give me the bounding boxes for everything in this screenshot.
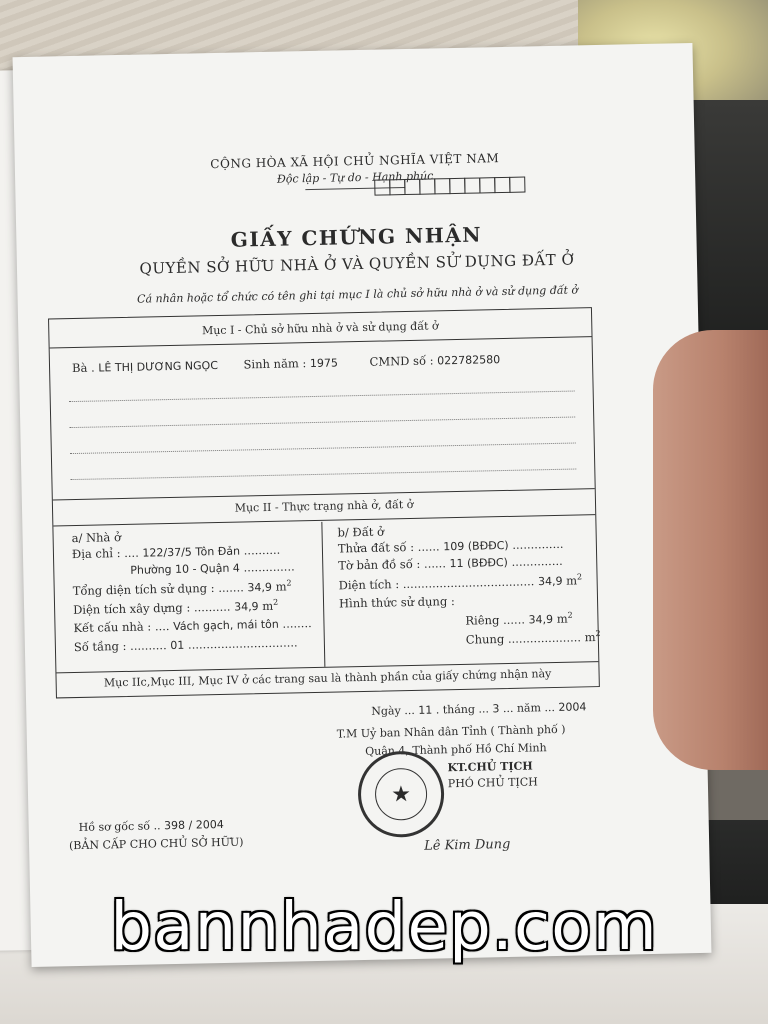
bottom-note: Mục IIc,Mục III, Mục IV ở các trang sau là thành phần của giấy chứng nhận này bbox=[103, 667, 552, 690]
land-heading: b/ Đất ở bbox=[337, 524, 385, 540]
authority-line-2: Quận 4, Thành phố Hồ Chí Minh bbox=[365, 741, 547, 758]
certificate-intro: Cá nhân hoặc tổ chức có tên ghi tại mục I là chủ sở hữu nhà ở và sử dụng đất ở bbox=[136, 283, 579, 306]
section-2-heading: Mục II - Thực trạng nhà ở, đất ở bbox=[234, 497, 414, 515]
authority-line-1: T.M Uỷ ban Nhân dân Tỉnh ( Thành phố ) bbox=[336, 722, 566, 741]
star-emblem-icon: ★ bbox=[375, 768, 428, 821]
nation-header: CỘNG HÒA XÃ HỘI CHỦ NGHĨA VIỆT NAM bbox=[210, 151, 500, 172]
authority-line-4: PHÓ CHỦ TỊCH bbox=[447, 775, 538, 791]
issue-date: Ngày ... 11 . tháng ... 3 ... năm ... 2004 bbox=[371, 700, 587, 718]
total-area-line: Tổng diện tích sử dụng : ....... 34,9 $m^2$ bbox=[72, 578, 292, 598]
section-1-heading: Mục I - Chủ sở hữu nhà ở và sử dụng đất ở bbox=[201, 319, 439, 338]
copy-note: (BẢN CẤP CHO CHỦ SỞ HỮU) bbox=[68, 835, 244, 853]
certificate-title: GIẤY CHỨNG NHẬN bbox=[230, 222, 483, 252]
map-sheet-line: Tờ bản đồ số : ...... 11 (BĐĐC) .............. bbox=[338, 553, 563, 573]
land-area-line: Diện tích : .................................... 34,9 $m^2$ bbox=[338, 572, 583, 593]
private-area-line: Riêng ...... 34,9 $m^2$ bbox=[465, 610, 573, 628]
usage-line: Hình thức sử dụng : bbox=[338, 594, 455, 611]
motto: Độc lập - Tự do - Hạnh phúc bbox=[276, 169, 434, 186]
authority-line-3: KT.CHỦ TỊCH bbox=[447, 759, 533, 775]
floors-line: Số tầng : .......... 01 .............................. bbox=[73, 635, 298, 655]
id-number: 022782580 bbox=[437, 353, 501, 368]
owner-name: LÊ THỊ DƯƠNG NGỌC bbox=[98, 358, 219, 375]
structure-line: Kết cấu nhà : .... Vách gạch, mái tôn ........ bbox=[73, 616, 312, 636]
signature: Lê Kim Dung bbox=[424, 836, 511, 854]
serial-number-boxes bbox=[375, 177, 525, 196]
official-seal bbox=[357, 750, 445, 838]
file-number: Hồ sơ gốc số .. 398 / 2004 bbox=[78, 817, 224, 835]
birth-year: 1975 bbox=[309, 356, 339, 371]
address-line-2: Phường 10 - Quận 4 .............. bbox=[130, 559, 295, 577]
watermark: bannhadep.com bbox=[110, 888, 658, 965]
owner-line: Bà . LÊ THỊ DƯƠNG NGỌC Sinh năm : 1975 CMND số : 022782580 bbox=[71, 353, 501, 376]
house-heading: a/ Nhà ở bbox=[71, 530, 122, 546]
plot-line: Thửa đất số : ...... 109 (BĐĐC) .............. bbox=[337, 536, 564, 556]
built-area-line: Diện tích xây dựng : .......... 34,9 $m^2$ bbox=[72, 597, 279, 617]
shared-area-line: Chung .................... $m^2$ bbox=[465, 629, 601, 647]
certificate-sheet bbox=[13, 43, 712, 967]
holding-hand bbox=[653, 330, 768, 770]
certificate-subtitle: QUYỀN SỞ HỮU NHÀ Ở VÀ QUYỀN SỬ DỤNG ĐẤT Ở bbox=[139, 250, 575, 278]
certificate-body-box bbox=[48, 307, 600, 698]
address-value: 122/37/5 Tôn Đản bbox=[142, 544, 241, 560]
address-line: Địa chỉ : .... 122/37/5 Tôn Đản .......... bbox=[71, 542, 281, 562]
